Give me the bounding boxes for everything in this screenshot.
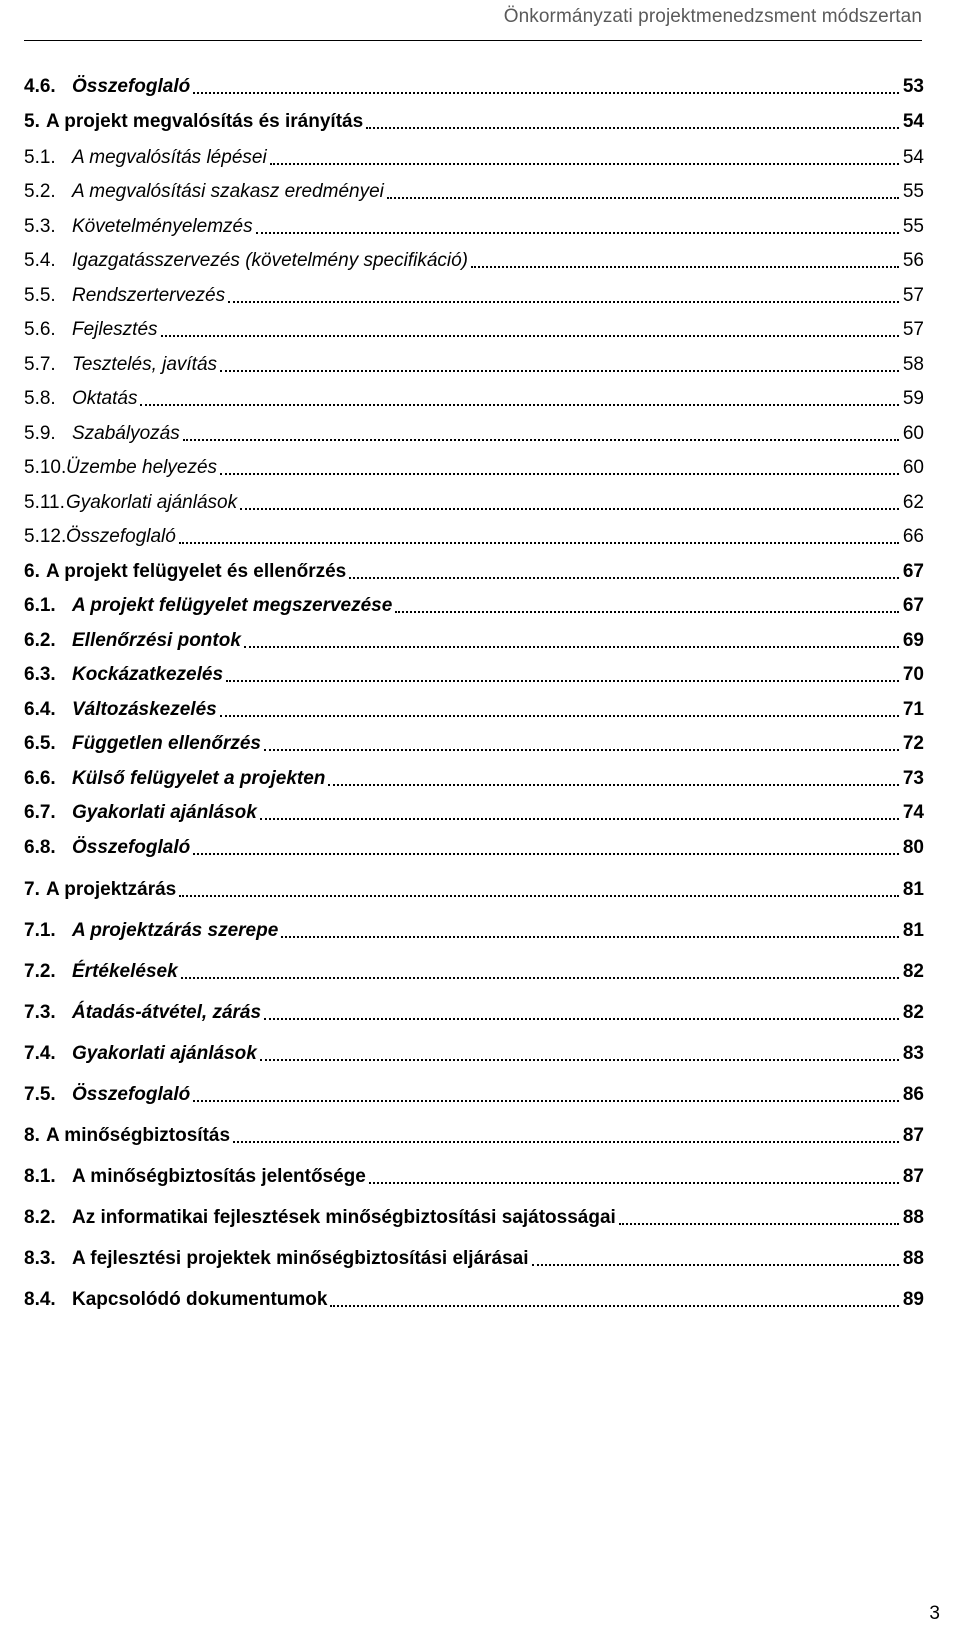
toc-entry-page: 88	[902, 1207, 924, 1228]
toc-entry-title: Oktatás	[72, 388, 138, 409]
toc-entry[interactable]	[24, 311, 924, 341]
toc-dot-leader	[532, 1248, 899, 1270]
toc-entry[interactable]	[24, 1076, 924, 1106]
toc-entry[interactable]	[24, 449, 924, 479]
toc-entry-title: Összefoglaló	[72, 76, 191, 97]
toc-dot-leader	[179, 526, 899, 548]
toc-entry-title: Ellenőrzési pontok	[72, 630, 241, 651]
running-header: Önkormányzati projektmenedzsment módszertan	[503, 6, 922, 27]
toc-dot-leader	[264, 733, 899, 755]
toc-entry-page: 54	[902, 111, 924, 132]
toc-entry[interactable]	[24, 518, 924, 548]
toc-entry-number: 6.6.	[24, 768, 56, 789]
toc-entry-title: Összefoglaló	[72, 837, 191, 858]
toc-entry-page: 58	[902, 354, 924, 375]
toc-dot-leader	[193, 76, 899, 98]
toc-entry-page: 54	[902, 147, 924, 168]
toc-entry-number: 8.2.	[24, 1207, 56, 1228]
toc-entry-page: 67	[902, 561, 924, 582]
toc-entry-page: 86	[902, 1084, 924, 1105]
toc-dot-leader	[226, 664, 899, 686]
toc-entry-page: 72	[902, 733, 924, 754]
header-divider	[24, 40, 922, 41]
toc-entry-page: 83	[902, 1043, 924, 1064]
toc-entry-page: 71	[902, 699, 924, 720]
toc-entry[interactable]	[24, 1281, 924, 1311]
toc-entry-title: A fejlesztési projektek minőségbiztosítási eljárásai	[72, 1248, 529, 1269]
toc-dot-leader	[228, 285, 899, 307]
toc-entry-title: A projektzárás	[46, 879, 177, 900]
toc-dot-leader	[270, 147, 899, 169]
toc-entry-title: Összefoglaló	[66, 526, 176, 547]
toc-entry-title: A minőségbiztosítás	[46, 1125, 231, 1146]
toc-entry-page: 60	[902, 423, 924, 444]
toc-entry[interactable]	[24, 871, 924, 901]
toc-entry-title: Kapcsolódó dokumentumok	[72, 1289, 328, 1310]
toc-dot-leader	[264, 1002, 899, 1024]
toc-dot-leader	[140, 388, 899, 410]
toc-entry-number: 8.1.	[24, 1166, 56, 1187]
toc-entry[interactable]	[24, 484, 924, 514]
toc-entry[interactable]	[24, 277, 924, 307]
toc-entry-page: 56	[902, 250, 924, 271]
toc-entry-page: 81	[902, 879, 924, 900]
toc-entry-number: 5.3.	[24, 216, 56, 237]
toc-entry-title: Külső felügyelet a projekten	[72, 768, 326, 789]
toc-entry-title: Változáskezelés	[72, 699, 217, 720]
toc-dot-leader	[181, 961, 899, 983]
toc-entry-number: 5.5.	[24, 285, 56, 306]
toc-entry[interactable]	[24, 760, 924, 790]
toc-entry[interactable]	[24, 242, 924, 272]
toc-entry-number: 6.	[24, 561, 40, 582]
toc-entry[interactable]	[24, 553, 924, 583]
toc-entry-page: 59	[902, 388, 924, 409]
toc-entry[interactable]	[24, 994, 924, 1024]
toc-dot-leader	[220, 354, 899, 376]
toc-dot-leader	[220, 457, 899, 479]
toc-entry-title: Fejlesztés	[72, 319, 158, 340]
toc-entry-title: A projekt megvalósítás és irányítás	[46, 111, 364, 132]
toc-entry-page: 53	[902, 76, 924, 97]
toc-dot-leader	[240, 492, 899, 514]
toc-entry-title: Értékelések	[72, 961, 178, 982]
toc-entry[interactable]	[24, 346, 924, 376]
toc-entry-number: 6.1.	[24, 595, 56, 616]
toc-entry-number: 5.6.	[24, 319, 56, 340]
toc-entry-title: Kockázatkezelés	[72, 664, 224, 685]
toc-entry-title: A projektzárás szerepe	[72, 920, 279, 941]
toc-entry[interactable]	[24, 1117, 924, 1147]
toc-entry-number: 5.10.	[24, 457, 67, 478]
toc-dot-leader	[387, 181, 899, 203]
toc-entry[interactable]	[24, 953, 924, 983]
toc-entry-number: 5.9.	[24, 423, 56, 444]
toc-entry[interactable]	[24, 912, 924, 942]
toc-entry[interactable]	[24, 103, 924, 133]
toc-entry-number: 5.1.	[24, 147, 56, 168]
toc-entry-number: 6.3.	[24, 664, 56, 685]
toc-dot-leader	[619, 1207, 899, 1229]
toc-entry-page: 57	[902, 285, 924, 306]
toc-dot-leader	[330, 1289, 899, 1311]
toc-entry-number: 5.4.	[24, 250, 56, 271]
toc-entry[interactable]	[24, 691, 924, 721]
toc-entry-page: 70	[902, 664, 924, 685]
toc-entry-number: 5.7.	[24, 354, 56, 375]
toc-entry-title: Tesztelés, javítás	[72, 354, 218, 375]
toc-entry-title: Gyakorlati ajánlások	[66, 492, 238, 513]
toc-entry-number: 6.4.	[24, 699, 56, 720]
toc-entry-title: A minőségbiztosítás jelentősége	[72, 1166, 366, 1187]
toc-entry-page: 55	[902, 216, 924, 237]
toc-entry[interactable]	[24, 794, 924, 824]
toc-entry-title: A megvalósítás lépései	[72, 147, 267, 168]
toc-entry[interactable]	[24, 1199, 924, 1229]
toc-dot-leader	[179, 879, 899, 901]
toc-entry[interactable]	[24, 208, 924, 238]
toc-entry-title: A megvalósítási szakasz eredményei	[72, 181, 384, 202]
toc-entry-number: 7.1.	[24, 920, 56, 941]
toc-entry[interactable]	[24, 587, 924, 617]
toc-entry-page: 82	[902, 961, 924, 982]
toc-entry-title: Igazgatásszervezés (követelmény specifikáció)	[72, 250, 469, 271]
toc-entry-page: 69	[902, 630, 924, 651]
toc-entry-title: Összefoglaló	[72, 1084, 191, 1105]
toc-entry-page: 89	[902, 1289, 924, 1310]
toc-entry-title: Szabályozás	[72, 423, 180, 444]
toc-entry-page: 62	[902, 492, 924, 513]
toc-dot-leader	[349, 561, 899, 583]
toc-dot-leader	[260, 1043, 899, 1065]
toc-entry-number: 5.11.	[24, 492, 65, 513]
toc-entry-number: 5.	[24, 111, 40, 132]
toc-entry-number: 8.	[24, 1125, 40, 1146]
toc-entry[interactable]	[24, 415, 924, 445]
toc-entry-page: 57	[902, 319, 924, 340]
toc-entry[interactable]	[24, 380, 924, 410]
toc-entry-number: 7.2.	[24, 961, 56, 982]
toc-dot-leader	[366, 111, 899, 133]
toc-entry-number: 8.4.	[24, 1289, 56, 1310]
toc-entry-number: 6.2.	[24, 630, 56, 651]
toc-entry-title: Független ellenőrzés	[72, 733, 261, 754]
toc-entry-title: Követelményelemzés	[72, 216, 253, 237]
toc-entry-number: 4.6.	[24, 76, 56, 97]
toc-entry[interactable]	[24, 68, 924, 98]
toc-dot-leader	[281, 920, 899, 942]
toc-entry-title: Gyakorlati ajánlások	[72, 1043, 257, 1064]
toc-dot-leader	[395, 595, 899, 617]
toc-entry-title: A projekt felügyelet és ellenőrzés	[46, 561, 347, 582]
toc-entry-number: 7.5.	[24, 1084, 56, 1105]
toc-dot-leader	[161, 319, 899, 341]
toc-entry-number: 6.8.	[24, 837, 56, 858]
toc-dot-leader	[183, 423, 899, 445]
toc-dot-leader	[193, 837, 899, 859]
toc-dot-leader	[328, 768, 899, 790]
toc-entry-page: 67	[902, 595, 924, 616]
toc-dot-leader	[260, 802, 899, 824]
toc-entry[interactable]	[24, 1035, 924, 1065]
toc-entry-title: A projekt felügyelet megszervezése	[72, 595, 393, 616]
toc-entry-page: 73	[902, 768, 924, 789]
toc-entry-title: Rendszertervezés	[72, 285, 226, 306]
toc-entry-title: Átadás-átvétel, zárás	[72, 1002, 262, 1023]
toc-dot-leader	[471, 250, 899, 272]
toc-entry[interactable]	[24, 622, 924, 652]
toc-entry[interactable]	[24, 1240, 924, 1270]
toc-entry[interactable]	[24, 173, 924, 203]
toc-entry-page: 66	[902, 526, 924, 547]
toc-entry-title: Üzembe helyezés	[66, 457, 218, 478]
toc-entry-page: 88	[902, 1248, 924, 1269]
toc-entry-number: 7.3.	[24, 1002, 56, 1023]
toc-entry-page: 87	[902, 1125, 924, 1146]
toc-entry-title: Gyakorlati ajánlások	[72, 802, 257, 823]
toc-entry-page: 87	[902, 1166, 924, 1187]
toc-entry-page: 81	[902, 920, 924, 941]
toc-entry[interactable]	[24, 656, 924, 686]
toc-entry-page: 74	[902, 802, 924, 823]
toc-entry-number: 5.8.	[24, 388, 56, 409]
toc-entry-number: 5.2.	[24, 181, 56, 202]
toc-entry-number: 5.12.	[24, 526, 67, 547]
toc-dot-leader	[233, 1125, 899, 1147]
toc-entry-page: 55	[902, 181, 924, 202]
toc-dot-leader	[193, 1084, 899, 1106]
toc-entry[interactable]	[24, 829, 924, 859]
toc-dot-leader	[256, 216, 899, 238]
toc-entry-number: 7.	[24, 879, 40, 900]
toc-entry-number: 6.7.	[24, 802, 56, 823]
toc-entry-number: 8.3.	[24, 1248, 56, 1269]
toc-entry[interactable]	[24, 139, 924, 169]
page-number: 3	[929, 1603, 940, 1624]
toc-entry-title: Az informatikai fejlesztések minőségbiztosítási sajátosságai	[72, 1207, 616, 1228]
toc-entry[interactable]	[24, 725, 924, 755]
toc-entry[interactable]	[24, 1158, 924, 1188]
toc-dot-leader	[369, 1166, 899, 1188]
toc-entry-number: 7.4.	[24, 1043, 56, 1064]
toc-entry-page: 80	[902, 837, 924, 858]
toc-entry-page: 60	[902, 457, 924, 478]
toc-dot-leader	[244, 630, 899, 652]
toc-entry-page: 82	[902, 1002, 924, 1023]
toc-dot-leader	[220, 699, 899, 721]
toc-entry-number: 6.5.	[24, 733, 56, 754]
